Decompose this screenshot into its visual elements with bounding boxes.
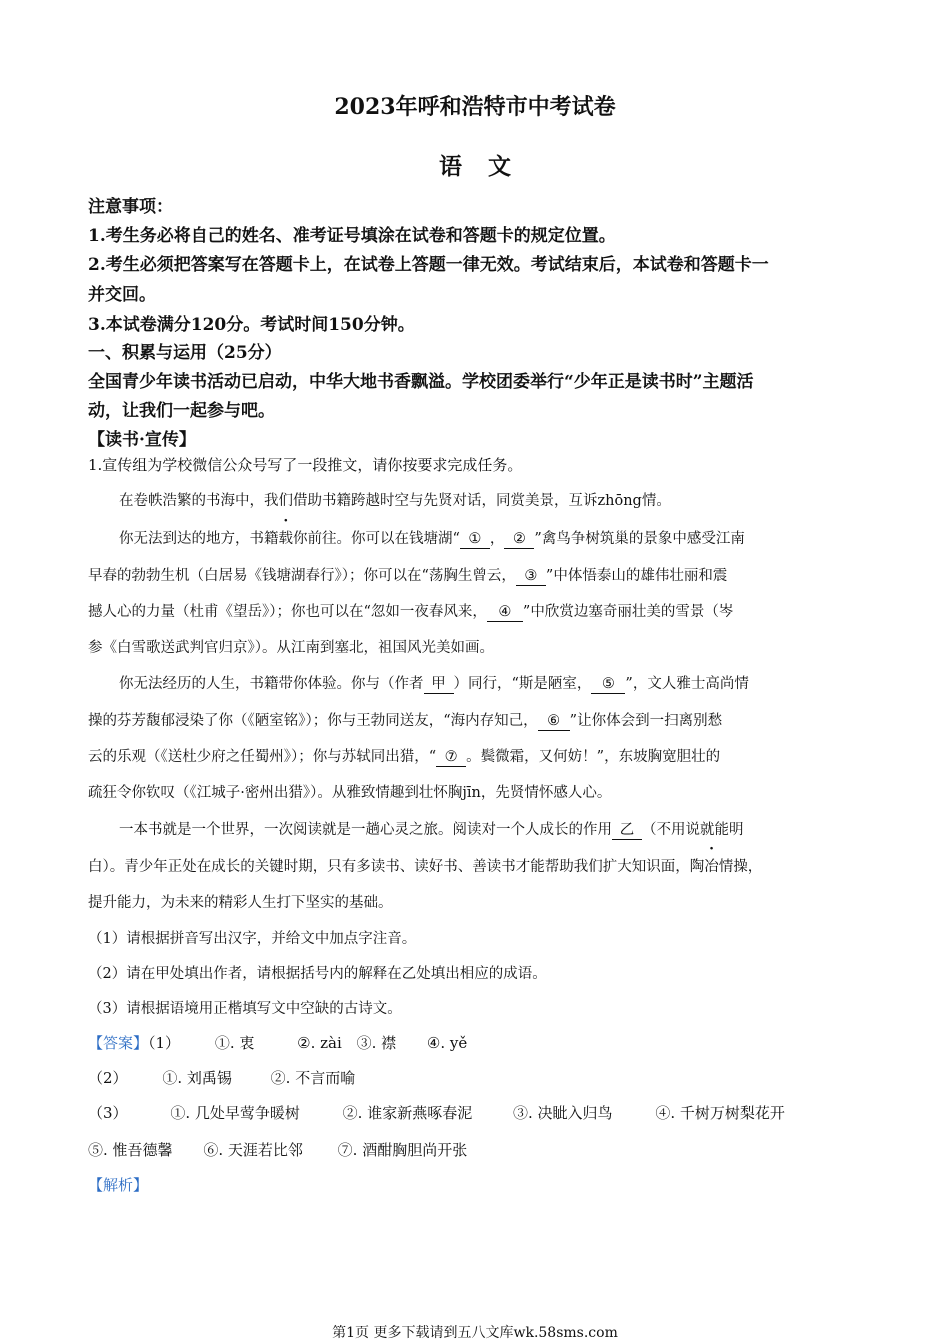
blank-2: ② [504, 531, 534, 549]
text: 撼人心的力量（杜甫《望岳》）；你也可以在“忽如一夜春风来， [88, 604, 487, 620]
text: ”让你体会到一扫离别愁 [569, 713, 723, 729]
answer-item: ①. 几处早莺争暖树 [170, 1104, 300, 1122]
answer-item: ③. 决眦入归鸟 [512, 1104, 613, 1122]
answer-label: （1） [148, 1034, 181, 1052]
text: ）同行，“斯是陋室， [453, 676, 592, 692]
sub-question: （1）请根据拼音写出汉字，并给文中加点字注音。 [88, 931, 417, 947]
blank-7: ⑦ [436, 749, 466, 767]
dotted-char: 冶 [704, 859, 719, 875]
passage-line [88, 600, 868, 622]
blank-3: ③ [516, 568, 546, 586]
text: 云的乐观（《送杜少府之任蜀州》）；你与苏轼同出猎，“ [88, 749, 437, 765]
answer-item: ①. 刘禹锡 [162, 1069, 232, 1087]
text: 。鬓微霜，又何妨！”，东坡胸宽胆壮的 [466, 749, 721, 765]
answer-item: ⑤. 惟吾德馨 [88, 1141, 173, 1159]
answer-item: ②. 谁家新燕啄春泥 [342, 1104, 473, 1122]
passage-paragraph [88, 818, 899, 840]
answer-row-3 [88, 1102, 868, 1123]
blank-yi: 乙 [612, 822, 642, 840]
section-intro: 全国青少年读书活动已启动，中华大地书香飘溢。学校团委举行“少年正是读书时”主题活 [88, 372, 754, 392]
section-title: 一、积累与运用（25分） [88, 343, 282, 363]
passage-paragraph [88, 527, 899, 549]
notice-item: 2.考生必须把答案写在答题卡上，在试卷上答题一律无效。考试结束后，本试卷和答题卡一 [88, 255, 769, 275]
sub-question: （2）请在甲处填出作者，请根据括号内的解释在乙处填出相应的成语。 [88, 966, 547, 982]
text: 情操， [718, 859, 763, 875]
answer-item: ⑦. 酒酣胸胆尚开张 [337, 1141, 468, 1159]
text: ”，文人雅士高尚情 [625, 676, 749, 692]
answer-row-4 [88, 1139, 868, 1160]
analysis-tag: 【解析】 [88, 1176, 149, 1194]
passage-line [88, 745, 868, 767]
notice-heading: 注意事项： [88, 197, 173, 217]
answer-item: ②. zài [297, 1034, 342, 1052]
passage-paragraph [88, 672, 899, 694]
answer-row-1 [88, 1032, 868, 1053]
answer-item: ⑥. 天涯若比邻 [203, 1141, 303, 1159]
text: 你前往。你可以在钱塘湖“ [293, 531, 460, 547]
subject-title: 语文 [439, 153, 537, 180]
blank-1: ① [460, 531, 490, 549]
passage-line [88, 564, 868, 586]
notice-item: 1.考生务必将自己的姓名、准考证号填涂在试卷和答题卡的规定位置。 [88, 226, 616, 246]
sub-title: 【读书·宣传】 [88, 430, 196, 450]
answer-label: （2） [88, 1069, 128, 1087]
answer-item: ②. 不言而喻 [270, 1069, 356, 1087]
dotted-char: 载 [278, 531, 293, 547]
blank-5: ⑤ [591, 676, 625, 694]
passage-line: 疏狂令你钦叹（《江城子·密州出猎》）。从雅致情趣到壮怀胸jīn，先贤情怀感人心。 [88, 785, 612, 801]
text: ， [489, 531, 505, 547]
passage-line [88, 855, 868, 876]
answer-item: ①. 衷 [214, 1034, 255, 1052]
blank-jia: 甲 [424, 676, 454, 694]
answer-row-2 [88, 1067, 868, 1088]
text: ”禽鸟争树筑巢的景象中感受江南 [534, 531, 745, 547]
text: ”中体悟泰山的雄伟壮丽和震 [545, 568, 728, 584]
answer-tag: 【答案】 [88, 1034, 149, 1052]
blank-4: ④ [487, 604, 523, 622]
text: 你无法经历的人生，书籍带你体验。你与（作者 [119, 676, 424, 692]
text: （不用说就能明 [642, 822, 744, 838]
text: 早春的勃勃生机（白居易《钱塘湖春行》）；你可以在“荡胸生曾云， [88, 568, 516, 584]
text: ”中欣赏边塞奇丽壮美的雪景（岑 [522, 604, 734, 620]
text: 操的芬芳馥郁浸染了你（《陋室铭》）；你与王勃同送友，“海内存知己， [88, 713, 538, 729]
text: 你无法到达的地方，书籍 [119, 531, 279, 547]
text: 在卷帙浩繁的书海中，我们借助书籍跨越时空与先贤对话，同赏美景，互诉zhōng情。 [119, 493, 671, 509]
passage-line: 参《白雪歌送武判官归京》）。从江南到塞北，祖国风光美如画。 [88, 640, 494, 656]
passage-line [88, 709, 868, 731]
answer-label: （3） [88, 1104, 128, 1122]
exam-title: 2023年呼和浩特市中考试卷 [334, 94, 616, 120]
answer-item: ④. yě [426, 1034, 468, 1052]
answer-item: ③. 襟 [356, 1034, 397, 1052]
sub-question: （3）请根据语境用正楷填写文中空缺的古诗文。 [88, 1001, 402, 1017]
passage-line: 提升能力，为未来的精彩人生打下坚实的基础。 [88, 895, 393, 911]
question-1: 1.宣传组为学校微信公众号写了一段推文，请你按要求完成任务。 [88, 456, 523, 474]
notice-item: 并交回。 [88, 285, 156, 305]
blank-6: ⑥ [538, 713, 570, 731]
page-footer: 第1页 更多下载请到五八文库wk.58sms.com [332, 1325, 618, 1341]
section-intro: 动，让我们一起参与吧。 [88, 401, 275, 421]
text: 一本书就是一个世界，一次阅读就是一趟心灵之旅。阅读对一个人成长的作用 [119, 822, 612, 838]
notice-item: 3.本试卷满分120分。考试时间150分钟。 [88, 315, 415, 335]
text: 白）。青少年正处在成长的关键时期，只有多读书、读好书、善读书才能帮助我们扩大知识面，陶 [88, 859, 705, 875]
answer-item: ④. 千树万树梨花开 [655, 1104, 785, 1122]
passage-paragraph [88, 489, 899, 510]
